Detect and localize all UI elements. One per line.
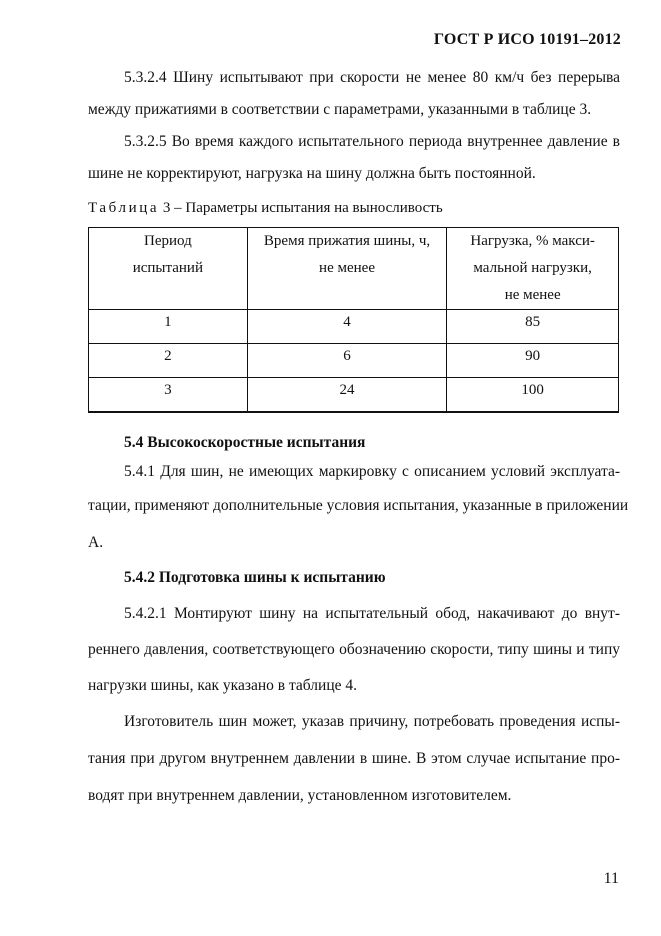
header-text: испытаний	[132, 260, 203, 276]
header-text: не менее	[319, 260, 375, 276]
header-text: Нагрузка, % макси-	[470, 233, 595, 249]
paragraph-5-4-1-line-2: тации, применяют дополнительные условия испытания, указанные в приложении	[88, 497, 629, 514]
header-text: мальной нагрузки,	[473, 260, 592, 276]
paragraph-5-3-2-5-line-1: 5.3.2.5 Во время каждого испытательного периода внутреннее давление в	[124, 133, 620, 150]
paragraph-5-4-1-line-1: 5.4.1 Для шин, не имеющих маркировку с описанием условий эксплуата-	[124, 463, 620, 480]
paragraph-5-4-1-line-3: А.	[88, 534, 104, 551]
table-cell: 90	[447, 344, 619, 378]
paragraph-5-4-2-1-line-2: реннего давления, соответствующего обозначению скорости, типу шины и типу	[88, 641, 620, 658]
paragraph-5-4-2-1-line-1: 5.4.2.1 Монтируют шину на испытательный обод, накачивают до внут-	[124, 605, 620, 622]
header-cell-time	[247, 228, 447, 310]
page-number: 11	[603, 870, 619, 887]
section-5-4-heading: 5.4 Высокоскоростные испытания	[124, 434, 366, 451]
table-row	[89, 310, 619, 344]
table-cell: 4	[247, 310, 447, 344]
table-cell: 85	[447, 310, 619, 344]
header-text: не менее	[504, 287, 561, 303]
table-3-caption	[88, 199, 620, 217]
table-caption-text: 3 – Параметры испытания на выносливость	[159, 200, 443, 216]
paragraph-manufacturer-line-3: водят при внутреннем давлении, установленном изготовителем.	[88, 787, 512, 804]
paragraph-5-4-2-1-line-3: нагрузки шины, как указано в таблице 4.	[88, 677, 358, 694]
header-text: Период	[144, 233, 192, 249]
section-5-4-2-heading: 5.4.2 Подготовка шины к испытанию	[124, 569, 386, 586]
table-row	[89, 378, 619, 413]
table-cell: 1	[89, 310, 248, 344]
paragraph-manufacturer-line-1: Изготовитель шин может, указав причину, потребовать проведения испы-	[124, 713, 620, 730]
table-cell: 3	[89, 378, 248, 413]
table-caption-word: Таблица	[88, 200, 160, 216]
paragraph-5-3-2-4-line-2: между прижатиями в соответствии с параметрами, указанными в таблице 3.	[88, 101, 592, 118]
table-cell: 6	[247, 344, 447, 378]
header-cell-period	[89, 228, 248, 310]
paragraph-manufacturer-line-2: тания при другом внутреннем давлении в шине. В этом случае испытание про-	[88, 750, 620, 767]
paragraph-5-3-2-4-line-1: 5.3.2.4 Шину испытывают при скорости не менее 80 км/ч без перерыва	[124, 69, 620, 86]
header-text: Время прижатия шины, ч,	[263, 233, 431, 249]
table-cell: 2	[89, 344, 248, 378]
header-cell-load	[447, 228, 619, 310]
standard-header: ГОСТ Р ИСО 10191–2012	[433, 31, 621, 48]
table-cell: 100	[447, 378, 619, 413]
table-row	[89, 344, 619, 378]
table-cell: 24	[247, 378, 447, 413]
table-3	[88, 227, 619, 413]
table-header-row	[89, 228, 619, 310]
paragraph-5-3-2-5-line-2: шине не корректируют, нагрузка на шину должна быть постоянной.	[88, 165, 536, 182]
